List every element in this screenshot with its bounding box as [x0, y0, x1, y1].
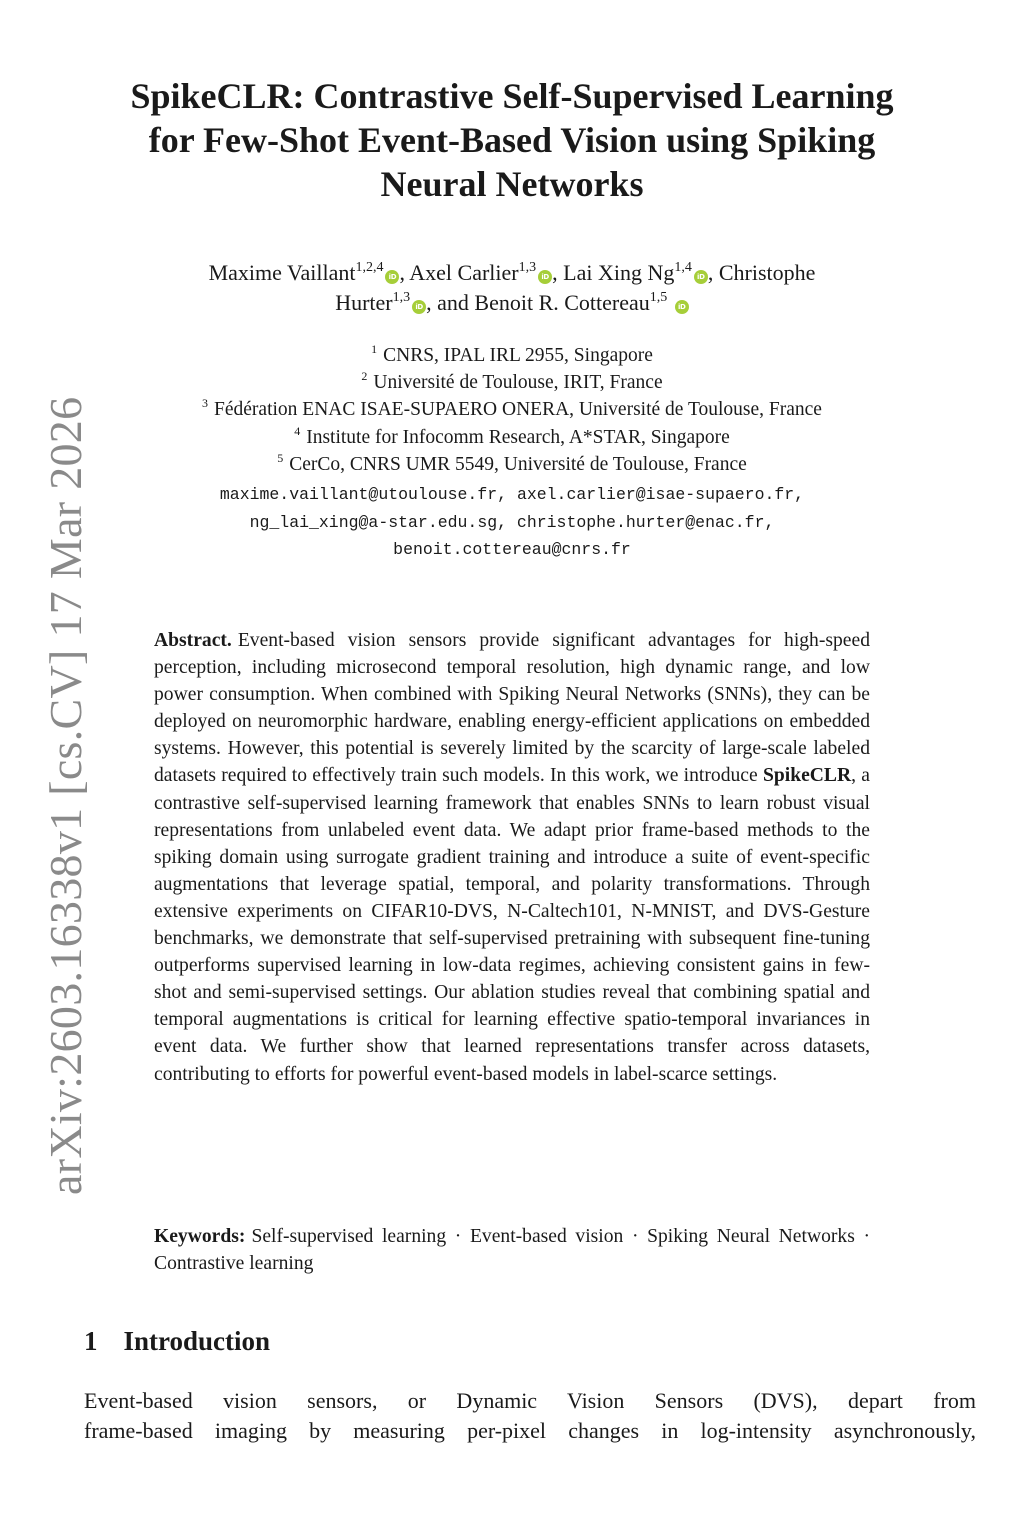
abstract-text: Event-based vision sensors provide significant advantages for high-speed perception, including microsecond temporal resolution, high dynamic range, and low power consumption. When combined with Spiking Neural Networks (SNNs), they can be deployed on neuromorphic hardware, enabling energy-efficient applications on embedded systems. However, this potential is severely limited by the scarcity of large-scale labeled datasets required to effectively train such models. In this work, we introduce [154, 630, 870, 787]
section-heading-introduction [84, 1323, 270, 1359]
orcid-icon[interactable]: iD [412, 300, 426, 314]
introduction-paragraph [84, 1386, 976, 1446]
affiliation-item [90, 451, 934, 478]
author-name-part: Christophe [718, 260, 816, 285]
author-name-part: Hurter [335, 290, 393, 315]
keywords-label: Keywords: [154, 1226, 246, 1247]
abstract-block [154, 627, 870, 1088]
title-line-1: SpikeCLR: Contrastive Self-Supervised Learning [130, 76, 894, 116]
affiliation-item [90, 342, 934, 369]
keywords-text: Self-supervised learning · Event-based vision · Spiking Neural Networks · Contrastive learning [154, 1226, 870, 1275]
author-name: Benoit R. Cottereau [474, 290, 650, 315]
section-number: 1 [84, 1326, 98, 1356]
email-line[interactable]: ng_lai_xing@a-star.edu.sg, christophe.hurter@enac.fr, [249, 512, 775, 532]
author-affil-sup: 1,3 [518, 260, 537, 275]
title-line-3: Neural Networks [380, 164, 644, 204]
arxiv-identifier-stamp[interactable]: arXiv:2603.16338v1 [cs.CV] 17 Mar 2026 [40, 396, 91, 1195]
affiliation-text: CerCo, CNRS UMR 5549, Université de Toulouse, France [289, 453, 747, 475]
email-line[interactable]: benoit.cottereau@cnrs.fr [393, 540, 631, 559]
affiliation-text: Institute for Infocomm Research, A*STAR, Singapore [306, 426, 730, 448]
author-connector: and [437, 290, 469, 315]
affiliation-number: 3 [202, 396, 209, 411]
affiliation-item [90, 396, 934, 423]
affiliation-number: 1 [371, 342, 378, 356]
author-line-2: Hurter$^{1,3}$iD , and Benoit R. Cottereau$^{1,5}$ iD [90, 288, 934, 318]
title-line-2: for Few-Shot Event-Based Vision using Spiking [148, 120, 876, 160]
abstract-text: , a contrastive self-supervised learning framework that enables SNNs to learn robust visual representations from unlabeled event data. We adapt prior frame-based methods to the spiking domain using surrogate gradient training and introduce a suite of event-specific augmentations that leverage spatial, temporal, and polarity transformations. Through extensive experiments on CIFAR10-DVS, N-Caltech101, N-MNIST, and DVS-Gesture benchmarks, we demonstrate that self-supervised pretraining with subsequent fine-tuning outperforms supervised learning in low-data regimes, achieving consistent gains in few-shot and semi-supervised settings. Our ablation studies reveal that combining spatial and temporal augmentations is critical for learning effective spatio-temporal invariances in event data. We further show that learned representations transfer across datasets, contributing to efforts for powerful event-based models in label-scarce settings. [154, 765, 871, 1085]
orcid-icon[interactable]: iD [538, 270, 552, 284]
author-affil-sup: 1,4 [674, 260, 692, 275]
affiliation-number: 5 [277, 450, 284, 465]
author-affil-sup: 1,3 [392, 290, 411, 305]
affiliation-text: CNRS, IPAL IRL 2955, Singapore [383, 345, 653, 366]
affiliation-item [90, 369, 934, 396]
affiliation-number: 2 [361, 369, 368, 384]
author-affil-sup: 1,2,4 [355, 260, 384, 275]
keywords-block [154, 1223, 870, 1277]
affiliation-item [90, 424, 934, 451]
intro-line: Event-based vision sensors, or Dynamic Vision Sensors (DVS), depart from [84, 1388, 976, 1413]
abstract-label: Abstract. [154, 630, 232, 651]
section-title: Introduction [123, 1326, 271, 1356]
orcid-icon[interactable]: iD [385, 270, 399, 284]
email-line[interactable]: maxime.vaillant@utoulouse.fr, axel.carlier@isae-supaero.fr, [219, 485, 805, 504]
intro-line: frame-based imaging by measuring per-pixel changes in log-intensity asynchronously, [84, 1418, 976, 1443]
author-affil-sup: 1,5 [649, 290, 668, 305]
affiliation-text: Fédération ENAC ISAE-SUPAERO ONERA, Université de Toulouse, France [214, 399, 822, 421]
orcid-icon[interactable]: iD [675, 300, 689, 314]
paper-title [60, 74, 964, 206]
abstract-framework-name: SpikeCLR [762, 765, 852, 787]
affiliation-list [90, 342, 934, 478]
author-name: Lai Xing Ng [563, 260, 675, 285]
author-name: Maxime Vaillant [208, 260, 356, 285]
author-list [90, 258, 934, 318]
author-name: Axel Carlier [409, 260, 519, 285]
affiliation-text: Université de Toulouse, IRIT, France [373, 372, 663, 394]
affiliation-number: 4 [294, 423, 301, 438]
orcid-icon[interactable]: iD [694, 270, 708, 284]
author-line-1: Maxime Vaillant$^{1,2,4}$iD , Axel Carlier$^{1,3}$iD , Lai Xing Ng$^{1,4}$iD , Christophe [208, 260, 816, 285]
email-list [90, 481, 934, 564]
